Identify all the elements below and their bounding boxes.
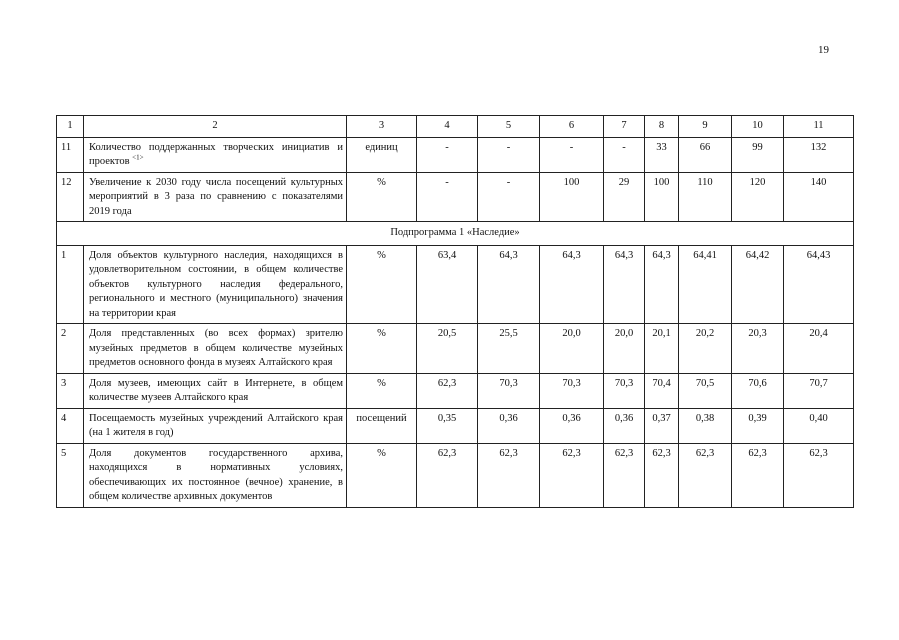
- row-number: 2: [57, 324, 84, 374]
- table-row: [57, 443, 854, 507]
- subprogram-row: [57, 222, 854, 246]
- value-cell: -: [478, 172, 540, 222]
- value-cell: 70,5: [679, 373, 732, 408]
- row-number: 12: [57, 172, 84, 222]
- indicator-description: [84, 137, 347, 172]
- indicator-text: Доля документов государственного архива, находящихся в нормативных условиях, обеспечивающих их постоянное (вечное) хранение, в общем количестве архивных документов: [89, 447, 343, 502]
- value-cell: 64,3: [604, 245, 645, 324]
- table-row: [57, 373, 854, 408]
- value-cell: -: [417, 137, 478, 172]
- unit-cell: %: [347, 373, 417, 408]
- value-cell: 64,3: [540, 245, 604, 324]
- value-cell: 132: [784, 137, 854, 172]
- value-cell: 63,4: [417, 245, 478, 324]
- value-cell: 120: [732, 172, 784, 222]
- value-cell: -: [478, 137, 540, 172]
- value-cell: 33: [645, 137, 679, 172]
- value-cell: 20,0: [604, 324, 645, 374]
- table-row: [57, 172, 854, 222]
- value-cell: 20,3: [732, 324, 784, 374]
- indicator-description: [84, 324, 347, 374]
- row-number: 5: [57, 443, 84, 507]
- footnote-mark: <1>: [132, 153, 144, 162]
- column-header: 10: [732, 116, 784, 138]
- value-cell: 62,3: [604, 443, 645, 507]
- value-cell: 64,43: [784, 245, 854, 324]
- value-cell: 0,35: [417, 408, 478, 443]
- column-header: 9: [679, 116, 732, 138]
- value-cell: 70,4: [645, 373, 679, 408]
- column-header: 4: [417, 116, 478, 138]
- value-cell: 62,3: [417, 373, 478, 408]
- indicator-description: [84, 408, 347, 443]
- value-cell: 0,40: [784, 408, 854, 443]
- indicator-description: [84, 245, 347, 324]
- indicator-text: Посещаемость музейных учреждений Алтайского края (на 1 жителя в год): [89, 412, 343, 438]
- indicator-description: [84, 373, 347, 408]
- value-cell: 0,36: [604, 408, 645, 443]
- value-cell: 100: [540, 172, 604, 222]
- page-number: 19: [818, 44, 829, 56]
- indicator-text: Увеличение к 2030 году числа посещений культурных мероприятий в 3 раза по сравнению с показателями 2019 года: [89, 176, 343, 217]
- value-cell: 20,5: [417, 324, 478, 374]
- value-cell: 70,3: [540, 373, 604, 408]
- column-header: 2: [84, 116, 347, 138]
- value-cell: 64,3: [478, 245, 540, 324]
- value-cell: 62,3: [417, 443, 478, 507]
- column-header: 3: [347, 116, 417, 138]
- value-cell: 62,3: [679, 443, 732, 507]
- value-cell: 62,3: [784, 443, 854, 507]
- unit-cell: посещений: [347, 408, 417, 443]
- value-cell: 62,3: [645, 443, 679, 507]
- subprogram-title: Подпрограмма 1 «Наследие»: [57, 222, 854, 246]
- value-cell: -: [604, 137, 645, 172]
- table-row: [57, 245, 854, 324]
- value-cell: 62,3: [540, 443, 604, 507]
- value-cell: 25,5: [478, 324, 540, 374]
- indicator-description: [84, 443, 347, 507]
- indicator-text: Доля музеев, имеющих сайт в Интернете, в общем количестве музеев Алтайского края: [89, 377, 343, 403]
- row-number: 1: [57, 245, 84, 324]
- value-cell: 70,3: [604, 373, 645, 408]
- value-cell: 62,3: [478, 443, 540, 507]
- table-row: [57, 324, 854, 374]
- value-cell: -: [417, 172, 478, 222]
- table-row: [57, 408, 854, 443]
- unit-cell: единиц: [347, 137, 417, 172]
- indicator-text: Количество поддержанных творческих инициатив и проектов: [89, 141, 343, 167]
- table-row: [57, 137, 854, 172]
- value-cell: 29: [604, 172, 645, 222]
- value-cell: 64,3: [645, 245, 679, 324]
- indicators-table: [56, 115, 854, 508]
- unit-cell: %: [347, 172, 417, 222]
- value-cell: 62,3: [732, 443, 784, 507]
- column-header: 1: [57, 116, 84, 138]
- unit-cell: %: [347, 443, 417, 507]
- unit-cell: %: [347, 324, 417, 374]
- row-number: 4: [57, 408, 84, 443]
- row-number: 11: [57, 137, 84, 172]
- value-cell: 70,7: [784, 373, 854, 408]
- value-cell: 99: [732, 137, 784, 172]
- value-cell: 0,36: [478, 408, 540, 443]
- value-cell: 0,39: [732, 408, 784, 443]
- value-cell: -: [540, 137, 604, 172]
- value-cell: 100: [645, 172, 679, 222]
- value-cell: 20,1: [645, 324, 679, 374]
- value-cell: 70,3: [478, 373, 540, 408]
- value-cell: 110: [679, 172, 732, 222]
- column-header: 8: [645, 116, 679, 138]
- column-header: 5: [478, 116, 540, 138]
- value-cell: 20,0: [540, 324, 604, 374]
- column-header: 7: [604, 116, 645, 138]
- value-cell: 64,42: [732, 245, 784, 324]
- value-cell: 20,2: [679, 324, 732, 374]
- value-cell: 140: [784, 172, 854, 222]
- value-cell: 66: [679, 137, 732, 172]
- column-header: 11: [784, 116, 854, 138]
- unit-cell: %: [347, 245, 417, 324]
- value-cell: 0,38: [679, 408, 732, 443]
- value-cell: 0,37: [645, 408, 679, 443]
- value-cell: 64,41: [679, 245, 732, 324]
- indicator-text: Доля объектов культурного наследия, находящихся в удовлетворительном состоянии, в общем количестве объектов культурного наследия федерального, регионального и местного (муниципального) значения на территории края: [89, 249, 343, 319]
- value-cell: 0,36: [540, 408, 604, 443]
- value-cell: 20,4: [784, 324, 854, 374]
- indicator-text: Доля представленных (во всех формах) зрителю музейных предметов в общем количестве музейных предметов основного фонда в музеях Алтайского края: [89, 328, 343, 368]
- indicator-description: [84, 172, 347, 222]
- row-number: 3: [57, 373, 84, 408]
- value-cell: 70,6: [732, 373, 784, 408]
- column-header: 6: [540, 116, 604, 138]
- table-header-row: [57, 116, 854, 138]
